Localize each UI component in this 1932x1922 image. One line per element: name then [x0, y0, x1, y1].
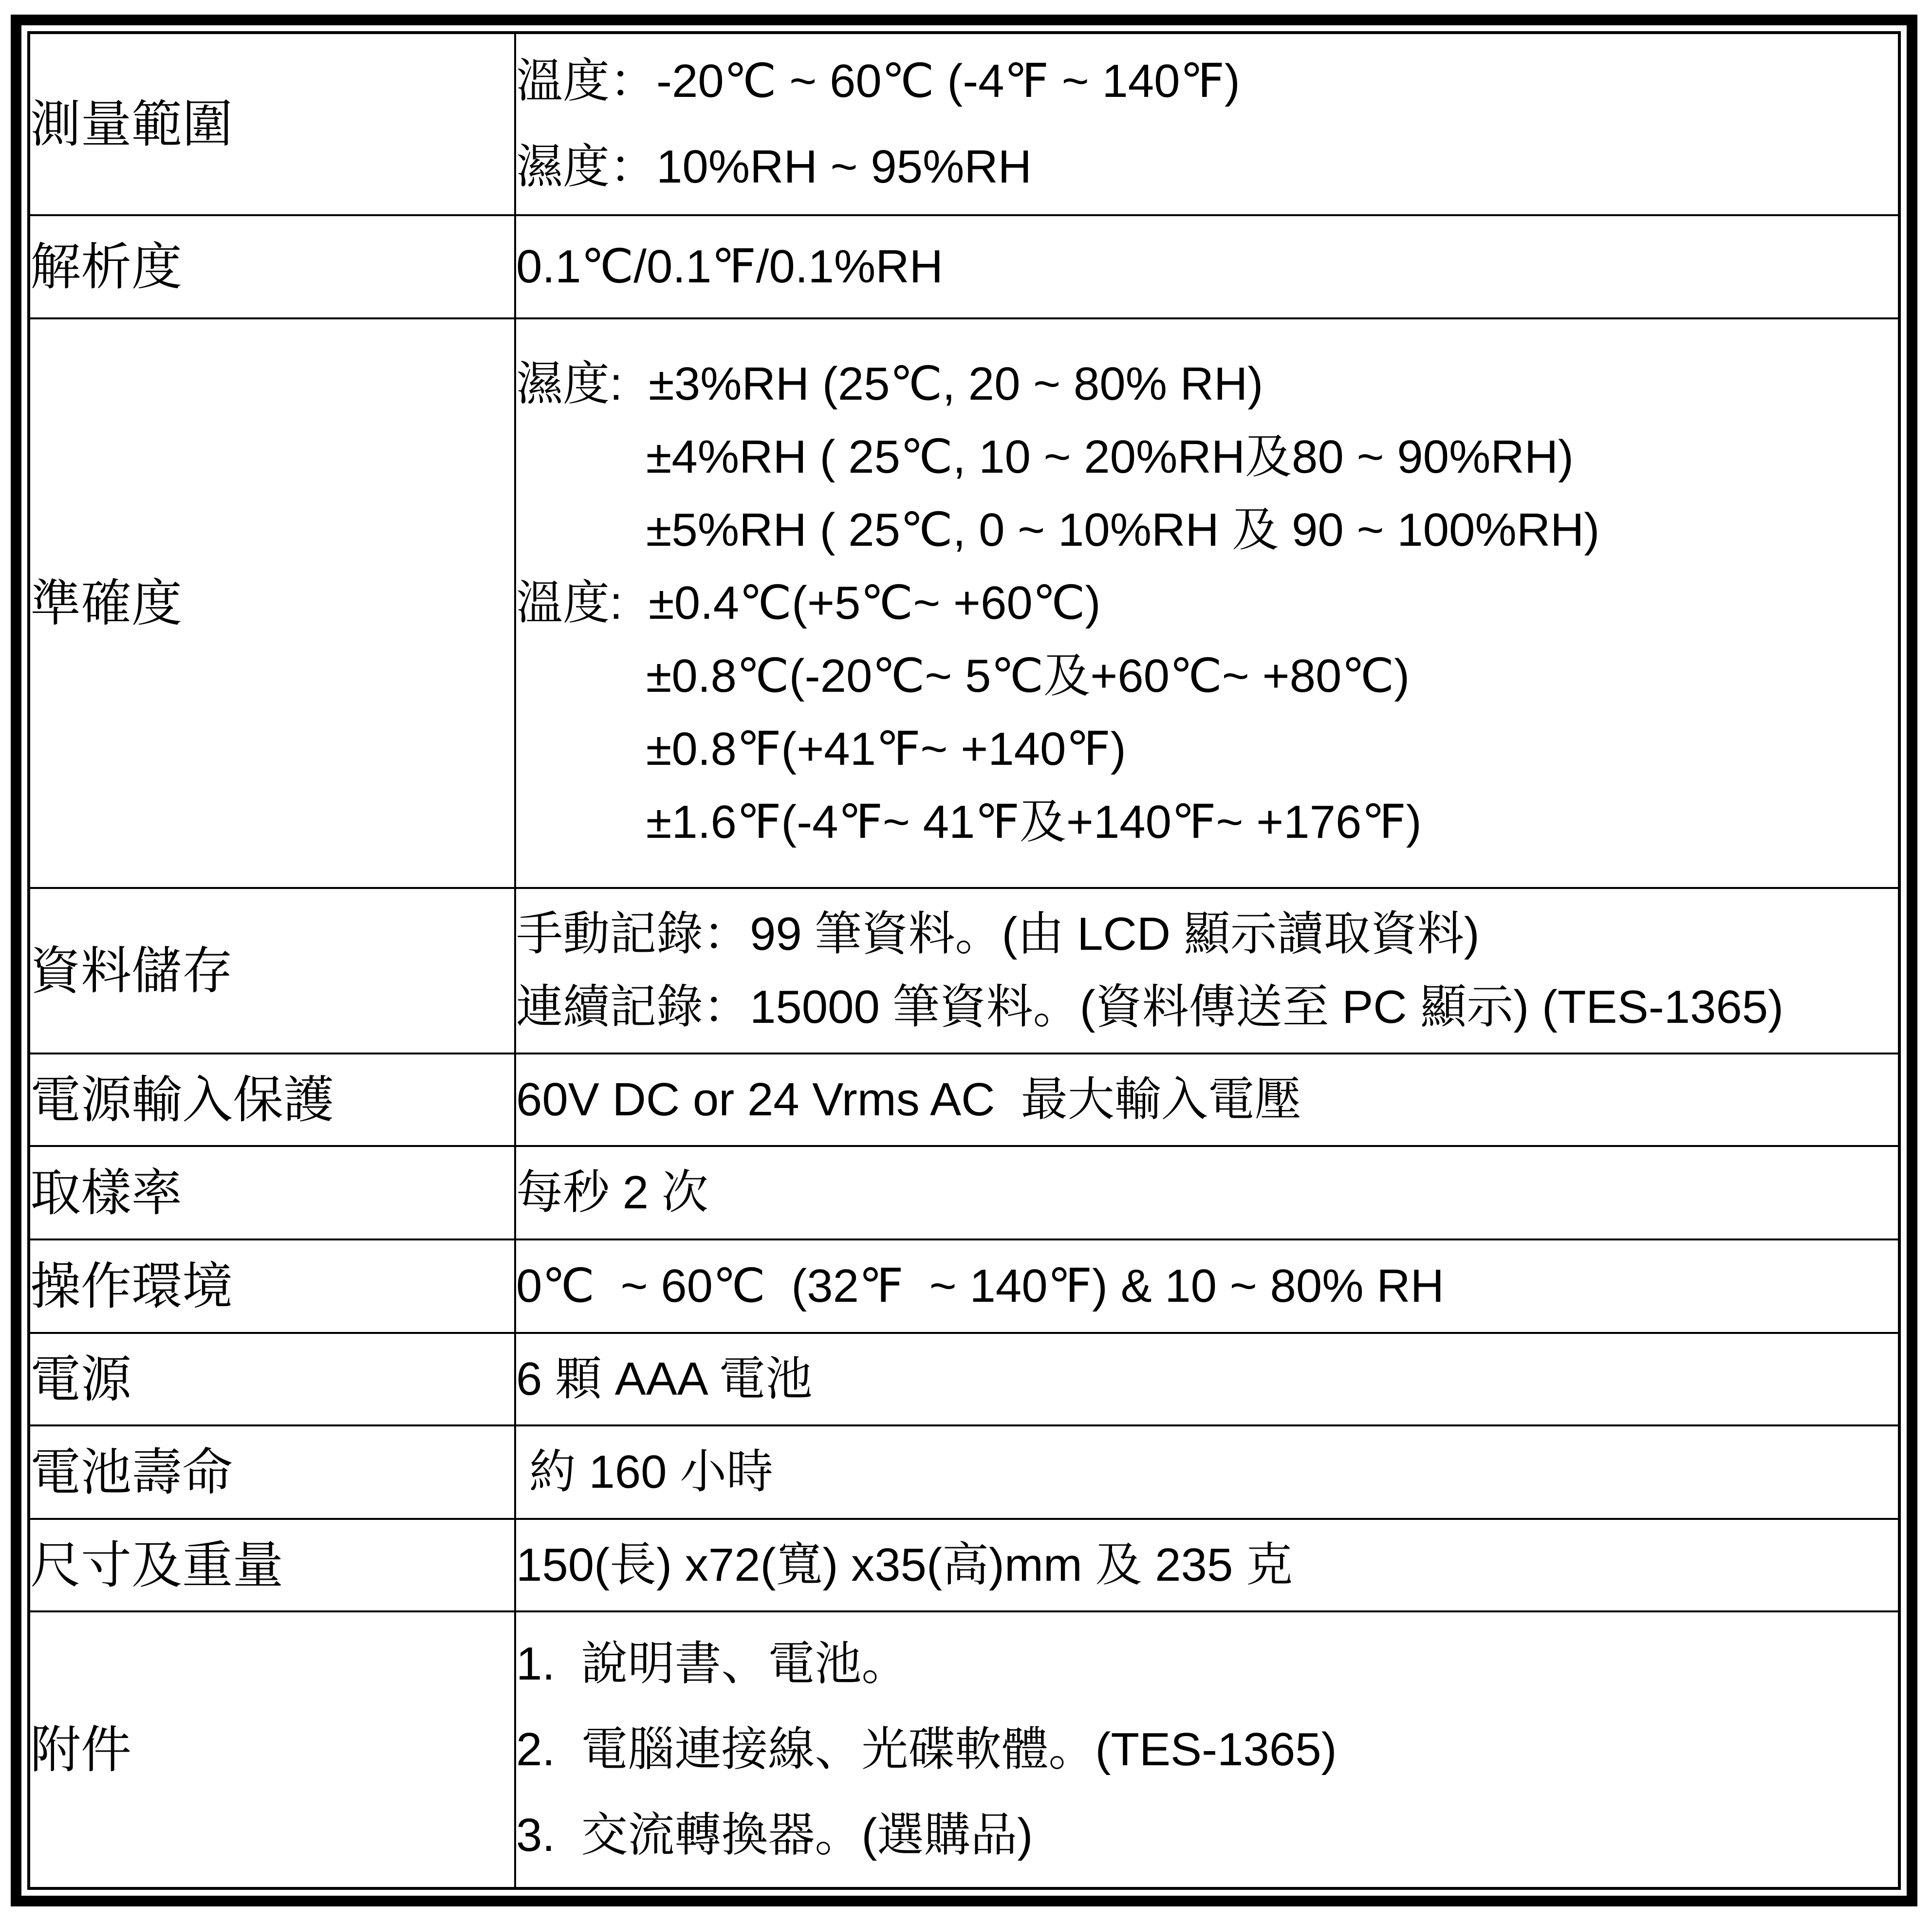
- row-value: [515, 1333, 1898, 1425]
- value-line: ±0.8℃(-20℃~ 5℃及+60℃~ +80℃): [516, 650, 1410, 702]
- row-value: [515, 1146, 1898, 1239]
- value-line: 0℃ ~ 60℃ (32℉ ~ 140℉) & 10 ~ 80% RH: [516, 1260, 1444, 1312]
- value-line: 溫度: ±0.4℃(+5℃~ +60℃): [516, 577, 1101, 629]
- spec-table-inner-border: [27, 31, 1901, 1890]
- spec-row-measurement-range: [30, 34, 1898, 215]
- value-line: 0.1℃/0.1℉/0.1%RH: [516, 240, 943, 293]
- spec-row-size-weight: [30, 1519, 1898, 1611]
- value-line: 1. 說明書、電池。: [516, 1638, 909, 1690]
- value-line: 6 顆 AAA 電池: [516, 1353, 813, 1405]
- value-line: ±1.6℉(-4℉~ 41℉及+140℉~ +176℉): [516, 796, 1422, 848]
- spec-row-input-protection: [30, 1053, 1898, 1146]
- row-value: [515, 1425, 1898, 1519]
- value-line: 約 160 小時: [516, 1446, 774, 1498]
- row-value: [515, 1239, 1898, 1333]
- spec-row-resolution: [30, 215, 1898, 318]
- row-value: [515, 215, 1898, 318]
- row-value: [515, 1053, 1898, 1146]
- spec-row-operating-environment: [30, 1239, 1898, 1333]
- spec-row-accuracy: [30, 318, 1898, 888]
- value-line: 濕度：10%RH ~ 95%RH: [516, 141, 1032, 193]
- value-line: 手動記錄：99 筆資料。(由 LCD 顯示讀取資料): [516, 908, 1480, 960]
- row-label: 解析度: [30, 215, 515, 318]
- value-line: 3. 交流轉換器。(選購品): [516, 1809, 1033, 1861]
- value-line: 溫度：-20℃ ~ 60℃ (-4℉ ~ 140℉): [516, 55, 1240, 107]
- row-label: 附件: [30, 1611, 515, 1887]
- row-label: 取樣率: [30, 1146, 515, 1239]
- value-line: 2. 電腦連接線、光碟軟體。(TES-1365): [516, 1723, 1337, 1775]
- value-line: 連續記錄：15000 筆資料。(資料傳送至 PC 顯示) (TES-1365): [516, 981, 1784, 1033]
- spec-row-sampling-rate: [30, 1146, 1898, 1239]
- spec-table-frame: [11, 15, 1917, 1906]
- spec-row-accessories: [30, 1611, 1898, 1887]
- value-line: ±5%RH ( 25℃, 0 ~ 10%RH 及 90 ~ 100%RH): [516, 504, 1600, 556]
- row-value: [515, 1611, 1898, 1887]
- row-label: 資料儲存: [30, 888, 515, 1053]
- value-line: 濕度: ±3%RH (25℃, 20 ~ 80% RH): [516, 358, 1263, 410]
- row-value: [515, 34, 1898, 215]
- row-label: 尺寸及重量: [30, 1519, 515, 1611]
- value-line: 每秒 2 次: [516, 1166, 708, 1219]
- row-label: 電源輸入保護: [30, 1053, 515, 1146]
- spec-row-data-storage: [30, 888, 1898, 1053]
- spec-table: [30, 34, 1898, 1887]
- value-line: ±0.8℉(+41℉~ +140℉): [516, 723, 1126, 775]
- value-line: ±4%RH ( 25℃, 10 ~ 20%RH及80 ~ 90%RH): [516, 431, 1574, 483]
- row-label: 準確度: [30, 318, 515, 888]
- row-label: 操作環境: [30, 1239, 515, 1333]
- row-value: [515, 1519, 1898, 1611]
- row-label: 測量範圍: [30, 34, 515, 215]
- row-value: [515, 318, 1898, 888]
- row-label: 電池壽命: [30, 1425, 515, 1519]
- value-line: 150(長) x72(寬) x35(高)mm 及 235 克: [516, 1539, 1293, 1591]
- value-line: 60V DC or 24 Vrms AC 最大輸入電壓: [516, 1073, 1301, 1126]
- spec-row-battery-life: [30, 1425, 1898, 1519]
- spec-row-power: [30, 1333, 1898, 1425]
- row-value: [515, 888, 1898, 1053]
- row-label: 電源: [30, 1333, 515, 1425]
